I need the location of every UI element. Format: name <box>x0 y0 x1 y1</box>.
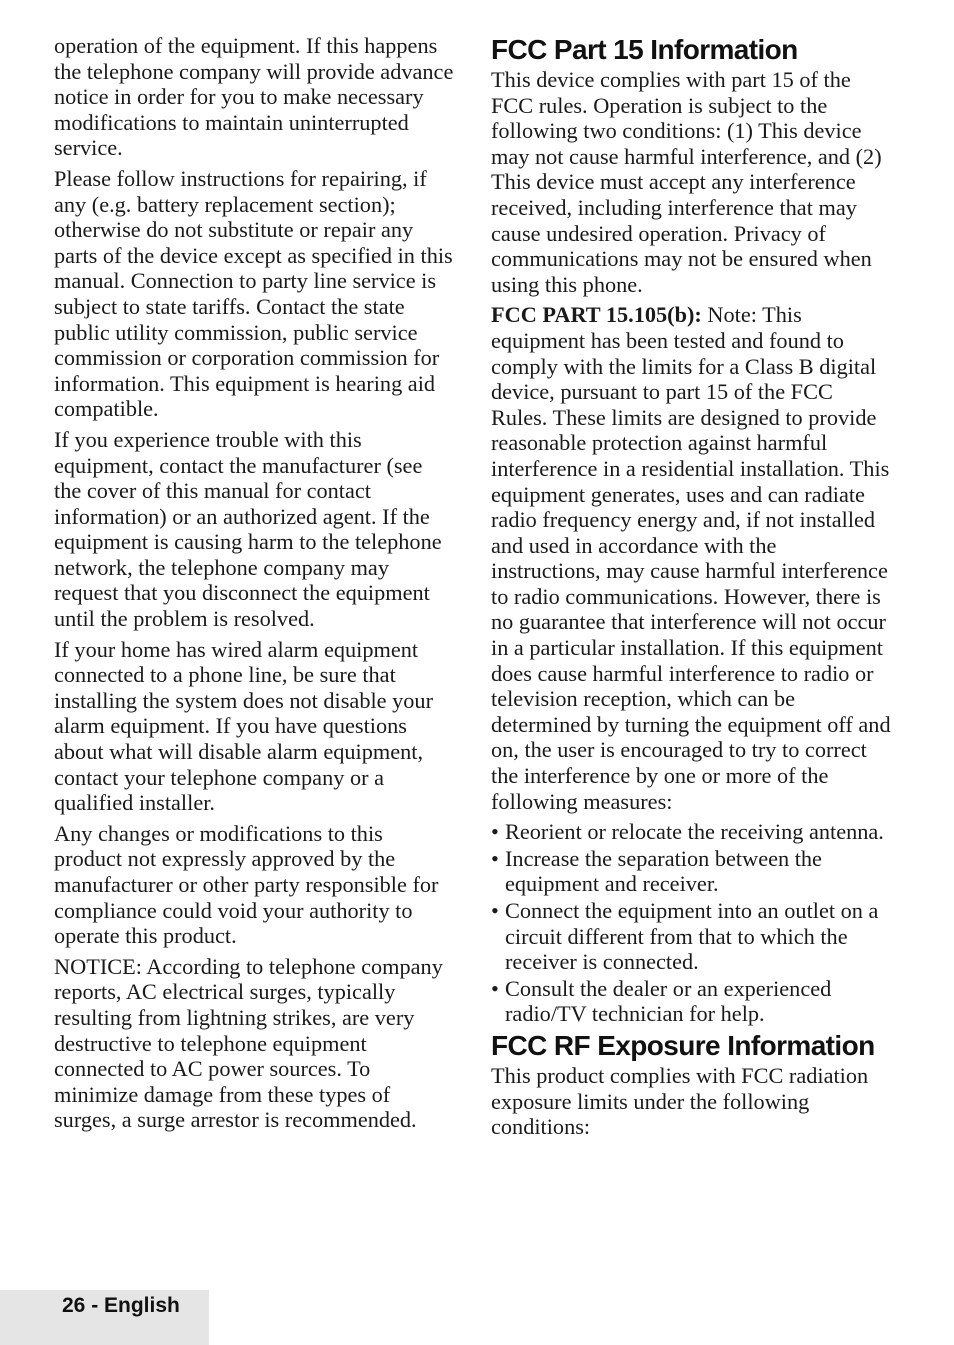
bullet-icon: • <box>491 898 499 923</box>
list-item <box>491 898 891 975</box>
bullet-icon: • <box>491 819 499 845</box>
paragraph-alarm-equipment: If your home has wired alarm equipment connected to a phone line, be sure that installing the system does not disable your alarm equipment. If you have questions about what will disable alarm equipment, contact your telephone company or a qualified installer. <box>54 636 434 816</box>
paragraph-surge-notice: NOTICE: According to telephone company reports, AC electrical surges, typically resulting from lightning strikes, are very destructive to telephone equipment connected to AC power sources. To minimize damage from these types of surges, a surge arrestor is recommended. <box>54 953 443 1133</box>
list-item <box>491 846 891 897</box>
bullet-icon: • <box>491 845 499 871</box>
fcc-part15-intro: This device complies with part 15 of the FCC rules. Operation is subject to the following two conditions: (1) This device may not cause harmful interference, and (2) This device must accept any interference received, including interference that may cause undesired operation. Privacy of communications may not be ensured when using this phone. <box>491 67 882 297</box>
bullet-text: Reorient or relocate the receiving antenna. <box>505 819 884 845</box>
paragraph-repair-instructions: Please follow instructions for repairing, if any (e.g. battery replacement section); otherwise do not substitute or repair any parts of the device except as specified in this manual. Connection to party line service is subject to state tariffs. Contact the state public utility commission, public service commission or corporation commission for information. This equipment is hearing aid compatible. <box>54 165 453 422</box>
fcc-part15105-paragraph <box>491 302 891 814</box>
interference-measures-list <box>491 819 891 1027</box>
bullet-text: Connect the equipment into an outlet on a circuit different from that to which the receiver is connected. <box>505 898 879 975</box>
list-item <box>491 976 891 1027</box>
bullet-text: Increase the separation between the equipment and receiver. <box>505 845 822 897</box>
paragraph-modifications-warning: Any changes or modifications to this product not expressly approved by the manufacturer or other party responsible for compliance could void your authority to operate this product. <box>54 820 439 949</box>
fcc-part15-heading: FCC Part 15 Information <box>491 34 798 65</box>
paragraph-trouble-contact: If you experience trouble with this equipment, contact the manufacturer (see the cover of this manual for contact information) or an authorized agent. If the equipment is causing harm to the telephone network, the telephone company may request that you disconnect the equipment until the problem is resolved. <box>54 426 442 632</box>
fcc-rf-heading: FCC RF Exposure Information <box>491 1029 875 1061</box>
bullet-text: Consult the dealer or an experienced radio/TV technician for help. <box>505 975 832 1027</box>
fcc-part15105-text: Note: This equipment has been tested and found to comply with the limits for a Class B digital device, pursuant to part 15 of the FCC Rules. These limits are designed to provide reasonable protection against harmful interference in a residential installation. This equipment generates, uses and can radiate radio frequency energy and, if not installed and used in accordance with the instructions, may cause harmful interference to radio communications. However, there is no guarantee that interference will not occur in a particular installation. If this equipment does cause harmful interference to radio or television reception, which can be determined by turning the equipment off and on, the user is encouraged to try to correct the interference by one or more of the following measures: <box>491 302 891 814</box>
fcc-rf-intro: This product complies with FCC radiation exposure limits under the following conditions: <box>491 1062 869 1140</box>
bullet-icon: • <box>491 975 499 1001</box>
paragraph-service-notice: operation of the equipment. If this happens the telephone company will provide advance notice in order for you to make necessary modifications to maintain uninterrupted service. <box>54 33 454 161</box>
left-column <box>54 33 454 1138</box>
list-item <box>491 819 891 845</box>
fcc-part15105-label: FCC PART 15.105(b): <box>491 302 702 328</box>
right-column <box>491 33 891 1145</box>
page-number-label: 26 - English <box>62 1294 180 1317</box>
